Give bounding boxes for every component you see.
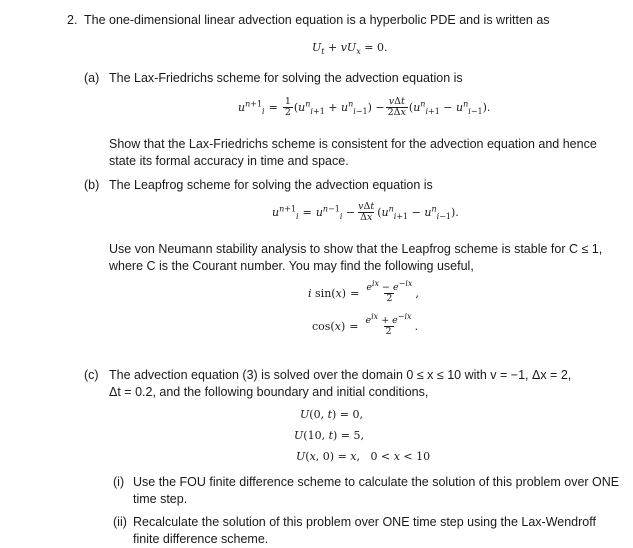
initial-condition: U(x, 0) = x, 0 < x < 10: [296, 450, 431, 463]
lax-friedrichs-equation: $u^{n+1}_i$ = $\frac{1}{2}$ $(u^n_{i+1} + u^n_{i-1})$ − $\frac{\text{vΔt}}{2\Delta x}$ $(u^n_{i+1} - u^n_{i-1})$.: [238, 96, 491, 118]
part-b-intro: The Leapfrog scheme for solving the advection equation is: [109, 178, 433, 192]
part-b-label: (b): [84, 178, 100, 192]
identity-cos: cos(x) = $\frac{e^{ix} + e^{-ix}}{2}$ .: [312, 311, 419, 337]
question-intro: The one-dimensional linear advection equation is a hyperbolic PDE and is written as: [84, 13, 550, 27]
part-c-label: (c): [84, 368, 99, 382]
sub-i-line2: time step.: [133, 492, 188, 506]
part-a-intro: The Lax-Friedrichs scheme for solving the advection equation is: [109, 71, 463, 85]
part-c-text-line2: Δt = 0.2, and the following boundary and initial conditions,: [109, 385, 429, 399]
part-a-text-line1: Show that the Lax-Friedrichs scheme is consistent for the advection equation and hence: [109, 137, 597, 151]
sub-i-line1: Use the FOU finite difference scheme to calculate the solution of this problem over ONE: [133, 475, 620, 489]
boundary-condition-right: U(10, t) = 5,: [294, 429, 364, 442]
advection-pde: $U_t + vU_x = 0$.: [312, 41, 388, 57]
part-b-text-line2: where C is the Courant number. You may find the following useful,: [109, 259, 474, 273]
boundary-condition-left: U(0, t) = 0,: [300, 408, 363, 421]
sub-i-label: (i): [113, 475, 125, 489]
part-b-text-line1: Use von Neumann stability analysis to show that the Leapfrog scheme is stable for C ≤ 1,: [109, 242, 603, 256]
sub-ii-label: (ii): [113, 515, 127, 529]
part-c-text-line1: The advection equation (3) is solved over the domain 0 ≤ x ≤ 10 with v = −1, Δx = 2,: [109, 368, 572, 382]
part-a-label: (a): [84, 71, 100, 85]
sub-ii-line1: Recalculate the solution of this problem over ONE time step using the Lax-Wendroff: [133, 515, 596, 529]
identity-sin: i sin(x) = $\frac{e^{ix} - e^{-ix}}{2}$ ,: [308, 278, 419, 304]
part-a-text-line2: state its formal accuracy in time and space.: [109, 154, 349, 168]
sub-ii-line2: finite difference scheme.: [133, 532, 269, 546]
leapfrog-equation: $u^{n+1}_i$ = $u^{n-1}_i$ − $\frac{\text{vΔt}}{\Delta x}$ $(u^n_{i+1} - u^n_{i-1})$.: [272, 201, 459, 223]
question-number: 2.: [67, 13, 78, 27]
